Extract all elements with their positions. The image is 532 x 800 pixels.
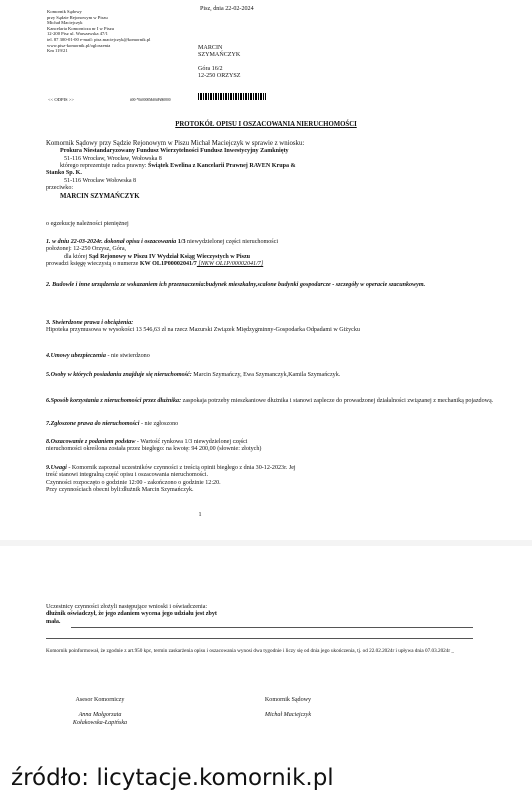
- statements-intro: Uczestnicy czynności złożyli następujące wnioski i oświadczenia:: [46, 604, 208, 610]
- document-title: PROTOKÓŁ OPISU I OSZACOWANIA NIERUCHOMOŚCI: [175, 121, 357, 128]
- item-2: 2. Budowle i inne urządzenia ze wskazaniem ich przeznaczenia:budynek mieszkalny,scalone budynki gospodarcze - szczegóły w operacie szacunkowym.: [46, 282, 426, 288]
- item-3-body: Hipoteka przymusowa w wysokości 13 546,63 zł na rzecz Mazurski Związek Międzygminny-Gospodarka Odpadami w Giżycku: [46, 327, 360, 334]
- page-number: 1: [198, 512, 202, 518]
- creditor-name: Prokura Niestandaryzowany Fundusz Wierzytelności Fundusz Inwestycyjny Zamknięty: [60, 148, 289, 155]
- sender-line: Kancelaria Komornicza nr I w Piszu: [47, 25, 114, 31]
- sender-line: 12-200 Pisz ul. Warszawska 47/1: [47, 31, 108, 37]
- intro-line: Komornik Sądowy przy Sądzie Rejonowym w Piszu Michał Maciejczyk w sprawie z wniosku:: [46, 140, 305, 147]
- page-gap: [0, 540, 532, 546]
- item-4: [46, 353, 506, 360]
- item-6-body: zaspokaja potrzeby mieszkaniowe dłużnika i stanowi zaplecze do prowadzonej działalności związanej z mechaniką pojazdową.: [181, 398, 494, 404]
- item-1-court: Sąd Rejonowy w Piszu IV Wydział Ksiąg Wieczystych w Piszu: [88, 253, 251, 260]
- item-6: [46, 398, 506, 405]
- assessor-surname: Kołakowska-Łapińska: [72, 719, 128, 726]
- item-6-head: 6.Sposób korzystania z nieruchomości przez dłużnika:: [46, 398, 182, 404]
- sender-line: Michał Maciejczyk: [47, 20, 83, 26]
- item-1-nkw-number: [NKW OL1P/00002041/7]: [196, 261, 264, 268]
- sender-line: www.pisz-komornik.pl/ogloszenia: [47, 42, 111, 48]
- item-5-body: Marcin Szymańczy, Ewa Szymanczyk,Kamila Szymańczyk.: [191, 372, 341, 378]
- assessor-name: Anna Małgorzata: [78, 712, 122, 719]
- represented-address: 51-116 Wrocław Wołowska 8: [64, 177, 137, 184]
- sender-line: przy Sądzie Rejonowym w Piszu: [47, 14, 108, 20]
- document-code: #00-*0#0000M#0#P#$0800: [130, 98, 171, 102]
- item-1-kw-number: KW OL1P00002041/7: [139, 261, 197, 268]
- sender-line: Km 119/21: [47, 48, 68, 54]
- item-9-body-line2: treść stanowi integralną część opisu i oszacowania nieruchomości.: [46, 472, 209, 479]
- signature-assessor: [50, 697, 150, 727]
- item-3-head: 3. Stwierdzone prawa i obciążenia:: [46, 320, 134, 326]
- item-7-body: - nie zgłoszono: [139, 421, 179, 427]
- item-1: [46, 239, 506, 269]
- sender-line: tel. 87 300-01-00 e-mail: pisz.maciejczyk@komornik.pl: [47, 36, 151, 42]
- place-date: Pisz, dnia 22-02-2024: [200, 6, 254, 12]
- item-1-court-prefix: dla której: [64, 253, 89, 260]
- statement-line: [46, 638, 473, 639]
- against-label: przeciwko:: [46, 185, 74, 192]
- item-8-body-line2: nieruchomości określona została przez biegłego: na kwotę: 94 200,00 (słownie: złotych): [46, 446, 262, 453]
- odpis-label: << ODPIS >>: [48, 97, 74, 102]
- item-3: [46, 320, 506, 335]
- item-5-head: 5.Osoby w których posiadaniu znajduje się nieruchomość:: [46, 372, 192, 378]
- item-1-share: 1/3: [176, 239, 188, 245]
- barcode-image: [198, 93, 266, 100]
- represented-prefix: którego reprezentuje radca prawny:: [60, 163, 148, 170]
- item-9-head: 9.Uwagi: [46, 465, 67, 471]
- represented-name: Świątek Ewelina z Kancelarii Prawnej RAVEN Krupa &: [147, 163, 296, 170]
- debtor-statement: dłużnik oświadczył, że jego zdaniem wycena jego udziału jest zbyt: [46, 611, 217, 618]
- appeal-notice: Komornik poinformował, że zgodnie z art.950 kpc, termin zaskarżenia opisu i oszacowania wynosi dwa tygodnie i liczy się od dnia jego ukończenia, tj. od 22.02.2024r i upływa dnia 07.03.2024r _: [46, 648, 454, 654]
- item-1-kw-prefix: prowadzi księgę wieczystą o numerze: [46, 261, 140, 268]
- creditor-address: 51-116 Wrocław, Wrocław, Wołowska 8: [64, 155, 162, 162]
- bailiff-name: Michał Maciejczyk: [264, 712, 312, 719]
- sender-line: Komornik Sądowy: [47, 9, 82, 14]
- recipient-line: Góra 16/2: [198, 65, 223, 72]
- debtor-statement-end: mała.: [46, 618, 61, 625]
- item-9: [46, 465, 506, 495]
- source-caption: źródło: licytacje.komornik.pl: [0, 757, 532, 800]
- item-5: [46, 372, 506, 379]
- item-8-head: 8.Oszacowanie z podaniem podstaw: [46, 439, 136, 445]
- recipient-line: 12-250 ORZYSZ: [198, 73, 241, 80]
- bailiff-title: Komornik Sądowy: [264, 697, 312, 703]
- item-9-body: - Komornik zapoznał uczestników czynności z treścią opinii biegłego z dnia 30-12-2023r. Jej: [66, 465, 296, 471]
- recipient-line: SZYMAŃCZYK: [198, 52, 241, 59]
- sender-block: [47, 9, 167, 54]
- item-7: [46, 421, 506, 428]
- item-4-body: - nie stwierdzono: [105, 353, 150, 359]
- signature-bailiff: [238, 697, 338, 720]
- item-7-head: 7.Zgłoszone prawa do nieruchomości: [46, 421, 140, 427]
- represented-name-continued: Stanko Sp. K.: [46, 170, 82, 177]
- page-2-statements: [46, 604, 506, 626]
- assessor-title: Asesor Komorniczy: [75, 697, 125, 703]
- recipient-block: [198, 45, 241, 81]
- item-8: [46, 439, 506, 454]
- debtor-name: MARCIN SZYMAŃCZYK: [60, 192, 140, 200]
- item-8-body: - Wartość rynkowa 1/3 niewydzielonej części: [135, 439, 248, 445]
- item-9-body-line3: Czynności rozpoczęto o godzinie 12:00 - zakończono o godzinie 12:20.: [46, 479, 221, 486]
- item-9-body-line4: Przy czynnościach obecni byli:dłużnik Marcin Szymańczyk.: [46, 487, 194, 494]
- statement-line: [71, 627, 473, 628]
- item-1-location: położonej: 12-250 Orzysz, Góra,: [46, 246, 127, 253]
- item-4-head: 4.Umowy ubezpieczenia: [46, 353, 106, 359]
- intro-section: [46, 140, 506, 201]
- item-1-rest: niewydzielonej części nieruchomości: [187, 239, 279, 245]
- item-1-lead: 1. w dniu 22-03-2024r. dokonał opisu i oszacowania: [46, 239, 177, 245]
- recipient-line: MARCIN: [198, 45, 223, 51]
- purpose-text: o egzekucję należności pieniężnej: [46, 221, 129, 227]
